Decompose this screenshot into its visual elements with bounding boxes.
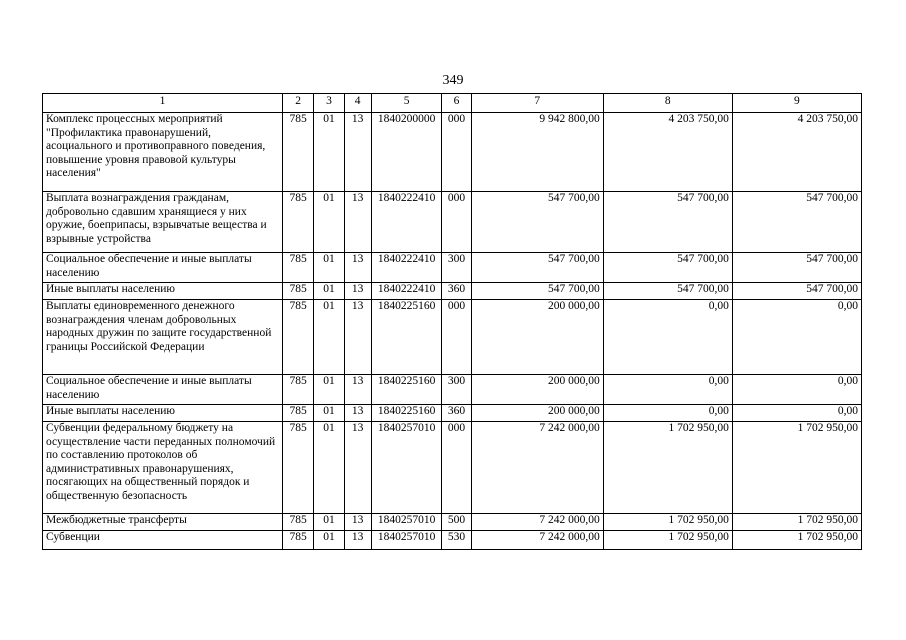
column-header: 5 [371,94,442,113]
amount-cell: 547 700,00 [732,253,861,283]
code-cell: 1840257010 [371,514,442,531]
code-cell: 1840257010 [371,531,442,550]
row-name-cell: Субвенции [43,531,283,550]
code-cell: 360 [442,283,471,300]
code-cell: 785 [283,253,314,283]
code-cell: 000 [442,300,471,375]
code-cell: 785 [283,422,314,514]
amount-cell: 0,00 [603,405,732,422]
table-header-row [43,94,862,113]
code-cell: 785 [283,283,314,300]
column-header: 9 [732,94,861,113]
code-cell: 785 [283,113,314,192]
amount-cell: 1 702 950,00 [603,514,732,531]
amount-cell: 0,00 [732,300,861,375]
column-header: 8 [603,94,732,113]
code-cell: 1840257010 [371,422,442,514]
code-cell: 785 [283,375,314,405]
amount-cell: 1 702 950,00 [603,531,732,550]
row-name-cell: Межбюджетные трансферты [43,514,283,531]
column-header: 7 [471,94,603,113]
table-row [43,375,862,405]
code-cell: 01 [314,113,344,192]
amount-cell: 7 242 000,00 [471,514,603,531]
amount-cell: 0,00 [732,405,861,422]
row-name-cell: Социальное обеспечение и иные выплаты населению [43,375,283,405]
amount-cell: 0,00 [603,300,732,375]
code-cell: 01 [314,531,344,550]
amount-cell: 4 203 750,00 [603,113,732,192]
code-cell: 13 [344,514,371,531]
code-cell: 785 [283,405,314,422]
code-cell: 13 [344,192,371,253]
amount-cell: 547 700,00 [603,192,732,253]
code-cell: 300 [442,375,471,405]
code-cell: 785 [283,514,314,531]
row-name-cell: Выплаты единовременного денежного вознаграждения членам добровольных народных дружин по защите государственной границы Российской Федерации [43,300,283,375]
table-row [43,405,862,422]
code-cell: 785 [283,531,314,550]
column-header: 6 [442,94,471,113]
table-row [43,113,862,192]
amount-cell: 547 700,00 [732,283,861,300]
column-header: 1 [43,94,283,113]
table-row [43,300,862,375]
table-row [43,253,862,283]
amount-cell: 1 702 950,00 [732,531,861,550]
row-name-cell: Комплекс процессных мероприятий "Профилактика правонарушений, асоциального и противоправного поведения, повышение уровня правовой культуры населения" [43,113,283,192]
amount-cell: 547 700,00 [471,192,603,253]
code-cell: 1840222410 [371,253,442,283]
code-cell: 13 [344,283,371,300]
budget-table [42,93,862,550]
row-name-cell: Субвенции федеральному бюджету на осуществление части переданных полномочий по составлению протоколов об административных правонарушениях, посягающих на общественный порядок и общественную безопасность [43,422,283,514]
amount-cell: 1 702 950,00 [732,514,861,531]
table-row [43,283,862,300]
code-cell: 500 [442,514,471,531]
code-cell: 01 [314,192,344,253]
table-row [43,192,862,253]
code-cell: 13 [344,300,371,375]
code-cell: 13 [344,113,371,192]
code-cell: 01 [314,514,344,531]
code-cell: 13 [344,253,371,283]
amount-cell: 200 000,00 [471,300,603,375]
code-cell: 360 [442,405,471,422]
amount-cell: 200 000,00 [471,375,603,405]
amount-cell: 547 700,00 [603,253,732,283]
amount-cell: 547 700,00 [471,253,603,283]
row-name-cell: Иные выплаты населению [43,405,283,422]
column-header: 2 [283,94,314,113]
amount-cell: 1 702 950,00 [732,422,861,514]
amount-cell: 547 700,00 [732,192,861,253]
code-cell: 1840225160 [371,405,442,422]
code-cell: 01 [314,375,344,405]
table-row [43,514,862,531]
code-cell: 1840225160 [371,375,442,405]
row-name-cell: Иные выплаты населению [43,283,283,300]
amount-cell: 9 942 800,00 [471,113,603,192]
page-number: 349 [442,73,464,88]
amount-cell: 0,00 [732,375,861,405]
code-cell: 13 [344,531,371,550]
code-cell: 01 [314,253,344,283]
code-cell: 01 [314,283,344,300]
row-name-cell: Социальное обеспечение и иные выплаты населению [43,253,283,283]
code-cell: 13 [344,375,371,405]
code-cell: 000 [442,113,471,192]
amount-cell: 7 242 000,00 [471,422,603,514]
code-cell: 01 [314,405,344,422]
code-cell: 785 [283,300,314,375]
code-cell: 000 [442,422,471,514]
amount-cell: 200 000,00 [471,405,603,422]
row-name-cell: Выплата вознаграждения гражданам, добровольно сдавшим хранящиеся у них оружие, боеприпасы, взрывчатые вещества и взрывные устройства [43,192,283,253]
code-cell: 01 [314,300,344,375]
amount-cell: 4 203 750,00 [732,113,861,192]
code-cell: 000 [442,192,471,253]
amount-cell: 547 700,00 [603,283,732,300]
amount-cell: 7 242 000,00 [471,531,603,550]
code-cell: 13 [344,422,371,514]
column-header: 3 [314,94,344,113]
column-header: 4 [344,94,371,113]
code-cell: 01 [314,422,344,514]
code-cell: 530 [442,531,471,550]
code-cell: 300 [442,253,471,283]
amount-cell: 1 702 950,00 [603,422,732,514]
code-cell: 1840225160 [371,300,442,375]
code-cell: 1840222410 [371,283,442,300]
table-row [43,531,862,550]
code-cell: 1840222410 [371,192,442,253]
code-cell: 1840200000 [371,113,442,192]
code-cell: 785 [283,192,314,253]
code-cell: 13 [344,405,371,422]
table-row [43,422,862,514]
amount-cell: 547 700,00 [471,283,603,300]
amount-cell: 0,00 [603,375,732,405]
